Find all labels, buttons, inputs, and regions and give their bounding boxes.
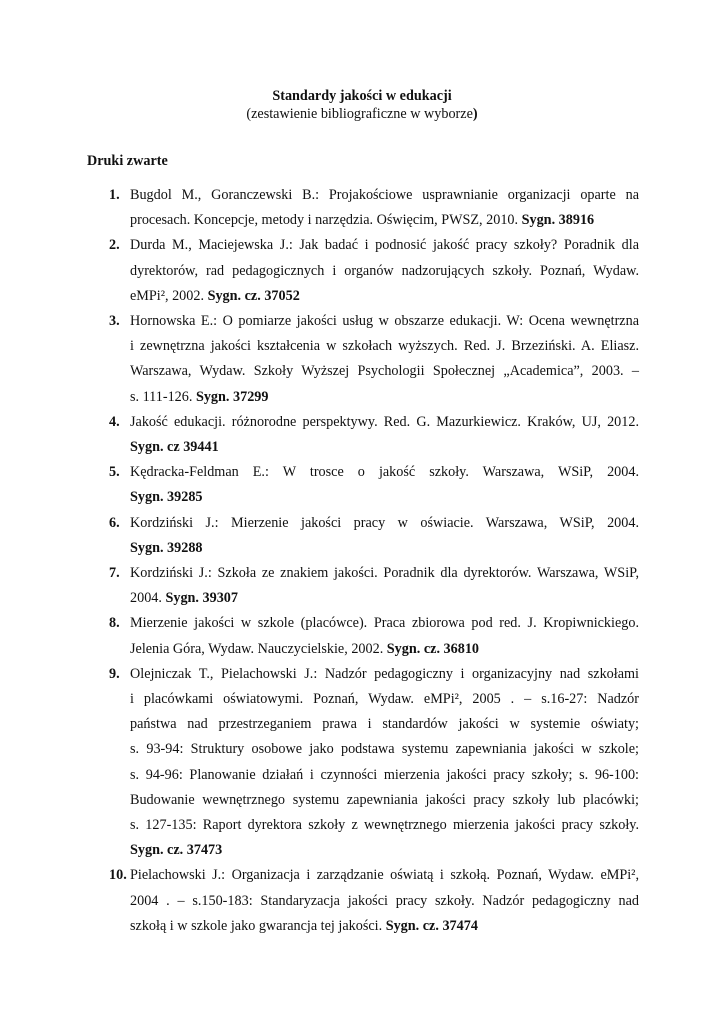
entry-number: 10. <box>109 867 127 884</box>
entry-line-text: s. 127-135: Raport dyrektora szkoły z wewnętrznego mierzenia jakości pracy szkoły. <box>130 817 639 834</box>
entry-line <box>130 259 639 284</box>
bibliography-entry <box>0 561 724 611</box>
entry-line-text: s. 93-94: Struktury osobowe jako podstawa systemu zapewniania jakości w szkole; <box>130 741 639 758</box>
entry-line <box>130 284 639 309</box>
entry-line <box>130 536 639 561</box>
entry-text <box>130 863 639 939</box>
entry-line <box>130 561 639 586</box>
document-subtitle <box>0 105 724 123</box>
entry-line <box>130 435 639 460</box>
entry-line-text: s. 94-96: Planowanie działań i czynności mierzenia jakości pracy szkoły; s. 96-100: <box>130 766 639 783</box>
call-number: Sygn. 37299 <box>195 388 269 405</box>
entry-line-text: s. 111-126. <box>130 388 196 405</box>
entry-line <box>130 813 639 838</box>
entry-line <box>130 838 639 863</box>
entry-line-text: Hornowska E.: O pomiarze jakości usług w obszarze edukacji. W: Ocena wewnętrzna <box>130 313 639 330</box>
entry-line-text: dyrektorów, rad pedagogicznych i organów nadzorujących szkoły. Poznań, Wydaw. <box>130 262 639 279</box>
bibliography-entry <box>0 183 724 233</box>
entry-line <box>130 460 639 485</box>
call-number: Sygn. cz 39441 <box>130 439 219 456</box>
entry-number: 1. <box>109 187 120 203</box>
call-number: Sygn. 39285 <box>130 489 203 506</box>
document-title: Standardy jakości w edukacji <box>272 88 452 104</box>
entry-line <box>130 385 639 410</box>
entry-line <box>130 889 639 914</box>
entry-text <box>130 662 639 864</box>
entry-line <box>130 309 639 334</box>
call-number: Sygn. 38916 <box>521 212 595 229</box>
bibliography-entry <box>0 410 724 460</box>
bibliography-entry <box>0 460 724 510</box>
call-number: Sygn. cz. 37473 <box>130 842 223 859</box>
entry-line <box>130 863 639 888</box>
entry-line-text: Budowanie wewnętrznego systemu zapewniania jakości pracy szkoły lub placówki; <box>130 791 639 808</box>
bibliography-entry <box>0 611 724 661</box>
call-number: Sygn. 39288 <box>130 539 203 556</box>
entry-number: 8. <box>109 615 120 632</box>
bibliography-list <box>0 183 724 939</box>
entry-line-text: Olejniczak T., Pielachowski J.: Nadzór pedagogiczny i organizacyjny nad szkołami <box>130 665 639 682</box>
entry-line <box>130 208 639 233</box>
call-number: Sygn. cz. 37052 <box>207 287 300 304</box>
entry-line-text: Durda M., Maciejewska J.: Jak badać i podnosić jakość pracy szkoły? Poradnik dla <box>130 237 639 254</box>
entry-line <box>130 511 639 536</box>
entry-line-text: szkołą i w szkole jako gwarancja tej jakości. <box>130 917 386 934</box>
entry-line <box>130 662 639 687</box>
entry-line-text: Jelenia Góra, Wydaw. Nauczycielskie, 2002. <box>130 640 387 657</box>
entry-line <box>130 611 639 636</box>
entry-line <box>130 712 639 737</box>
entry-line <box>130 737 639 762</box>
entry-line-text: procesach. Koncepcje, metody i narzędzia. Oświęcim, PWSZ, 2010. <box>130 212 522 229</box>
entry-line <box>130 485 639 510</box>
entry-line-text: Mierzenie jakości w szkole (placówce). Praca zbiorowa pod red. J. Kropiwnickiego. <box>130 615 639 632</box>
entry-line-text: i zewnętrzna jakości kształcenia w szkołach wyższych. Red. J. Brzeziński. A. Eliasz. <box>130 338 639 355</box>
entry-line <box>130 233 639 258</box>
bibliography-entry <box>0 662 724 864</box>
entry-line <box>130 410 639 435</box>
entry-line-text: Warszawa, Wydaw. Szkoły Wyższej Psychologii Społecznej „Academica”, 2003. – <box>130 363 639 380</box>
entry-line-text: 2004 . – s.150-183: Standaryzacja jakości pracy szkoły. Nadzór pedagogiczny nad <box>130 892 639 909</box>
entry-line <box>130 788 639 813</box>
entry-line <box>130 687 639 712</box>
entry-line-text: i placówkami oświatowymi. Poznań, Wydaw. eMPi², 2005 . – s.16-27: Nadzór <box>130 691 639 708</box>
entry-line-text: eMPi², 2002. <box>130 287 208 304</box>
entry-text <box>130 410 639 460</box>
entry-number: 2. <box>109 237 120 254</box>
entry-line <box>130 637 639 662</box>
entry-line <box>130 586 639 611</box>
entry-line-text: Pielachowski J.: Organizacja i zarządzanie oświatą i szkołą. Poznań, Wydaw. eMPi², <box>130 867 639 884</box>
entry-line <box>130 359 639 384</box>
entry-line <box>130 914 639 939</box>
bibliography-entry <box>0 309 724 410</box>
entry-number: 4. <box>109 413 120 430</box>
call-number: Sygn. cz. 36810 <box>386 640 480 657</box>
entry-line <box>130 183 639 208</box>
subtitle-close: ) <box>472 106 478 122</box>
subtitle-text: (zestawienie bibliograficzne w wyborze <box>246 106 473 122</box>
entry-text <box>130 561 639 611</box>
call-number: Sygn. 39307 <box>165 590 238 607</box>
entry-line <box>130 334 639 359</box>
entry-line-text: państwa nad przestrzeganiem prawa i standardów jakości w systemie oświaty; <box>130 716 639 733</box>
entry-text <box>130 183 639 233</box>
entry-line-text: Kordziński J.: Mierzenie jakości pracy w oświacie. Warszawa, WSiP, 2004. <box>130 514 639 531</box>
entry-number: 7. <box>109 565 120 582</box>
entry-number: 3. <box>109 313 120 330</box>
entry-line-text: 2004. <box>130 590 166 607</box>
entry-text <box>130 511 639 561</box>
entry-line <box>130 763 639 788</box>
entry-number: 6. <box>109 514 120 531</box>
entry-line-text: Jakość edukacji. różnorodne perspektywy. Red. G. Mazurkiewicz. Kraków, UJ, 2012. <box>130 413 639 430</box>
entry-line-text: Kędracka-Feldman E.: W trosce o jakość szkoły. Warszawa, WSiP, 2004. <box>130 464 639 481</box>
entry-line-text: Kordziński J.: Szkoła ze znakiem jakości. Poradnik dla dyrektorów. Warszawa, WSiP, <box>130 565 639 582</box>
entry-text <box>130 233 639 309</box>
entry-number: 9. <box>109 665 120 682</box>
entry-number: 5. <box>109 464 120 481</box>
entry-text <box>130 309 639 410</box>
bibliography-entry <box>0 233 724 309</box>
entry-text <box>130 460 639 510</box>
entry-line-text: Bugdol M., Goranczewski B.: Projakościowe usprawnianie organizacji oparte na <box>130 187 639 203</box>
entry-text <box>130 611 639 661</box>
bibliography-entry <box>0 511 724 561</box>
section-heading: Druki zwarte <box>87 153 168 169</box>
bibliography-entry <box>0 863 724 939</box>
call-number: Sygn. cz. 37474 <box>385 917 478 934</box>
